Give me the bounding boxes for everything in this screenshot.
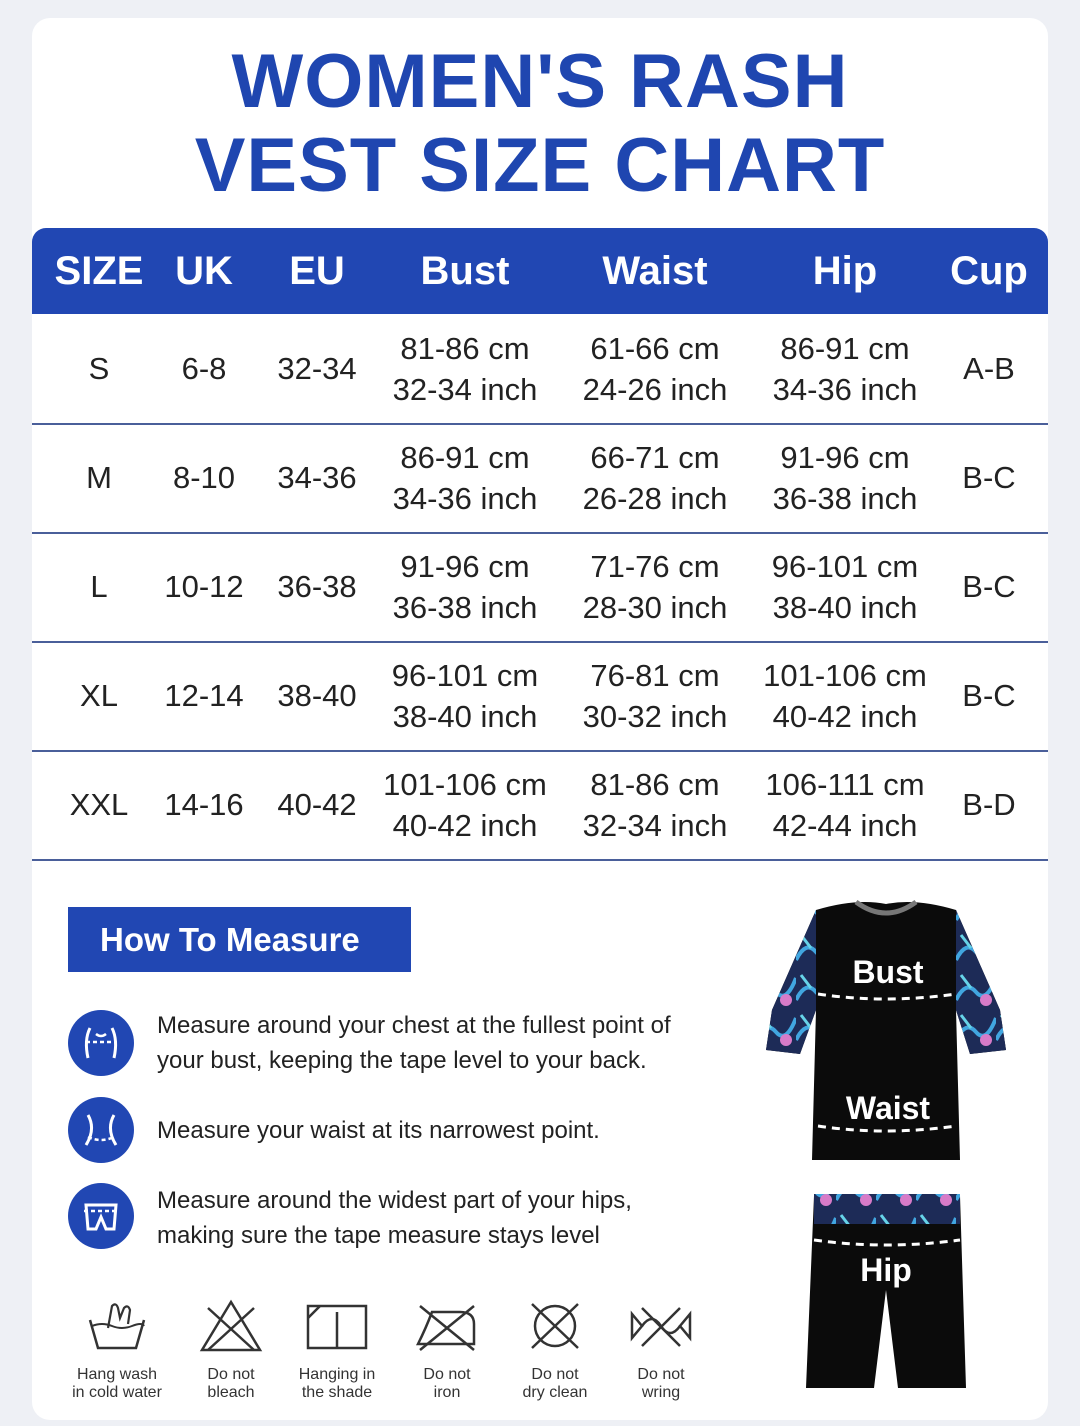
- bust-cm: 96-101 cm: [391, 657, 539, 693]
- title-line-2: VEST SIZE CHART: [194, 123, 886, 208]
- bust-cm: 91-96 cm: [400, 548, 530, 584]
- header-bust: Bust: [420, 249, 510, 293]
- cell-eu: 38-40: [277, 677, 357, 713]
- bust-instruction: [157, 1008, 757, 1078]
- hip-inch: 40-42 inch: [772, 698, 918, 734]
- garment-label-waist: Waist: [845, 1090, 931, 1126]
- garment-label-bust: Bust: [852, 954, 924, 990]
- bust-cm: 81-86 cm: [400, 330, 530, 366]
- header-cup: Cup: [950, 249, 1028, 293]
- waist-inch: 30-32 inch: [582, 698, 728, 734]
- cell-size: XXL: [69, 786, 129, 822]
- header-waist: Waist: [602, 249, 708, 293]
- care-hand-wash: [62, 1298, 172, 1402]
- bust-inch: 34-36 inch: [392, 480, 538, 516]
- waist-cm: 76-81 cm: [590, 657, 720, 693]
- waist-instruction: [157, 1113, 757, 1148]
- waist-cm: 71-76 cm: [590, 548, 720, 584]
- bust-inch: 32-34 inch: [392, 371, 538, 407]
- waist-instruction-line-1: Measure your waist at its narrowest point.: [157, 1117, 600, 1144]
- cell-eu: 36-38: [277, 568, 357, 604]
- garment-illustration: [756, 890, 1016, 1415]
- bust-cm: 101-106 cm: [383, 766, 547, 802]
- care-no-dry-clean: [500, 1298, 610, 1402]
- cell-eu: 40-42: [277, 786, 357, 822]
- cell-bust: [370, 423, 560, 532]
- hip-inch: 34-36 inch: [772, 371, 918, 407]
- hip-instruction-line-1: Measure around the widest part of your hips,: [157, 1187, 632, 1214]
- cell-uk: 6-8: [181, 350, 227, 386]
- care-no-wring: [606, 1298, 716, 1402]
- hip-cm: 91-96 cm: [780, 439, 910, 475]
- bust-instruction-line-1: Measure around your chest at the fullest point of: [157, 1012, 671, 1039]
- hip-inch: 38-40 inch: [772, 589, 918, 625]
- title-line-1: WOMEN'S RASH: [231, 39, 849, 124]
- cell-eu: 32-34: [277, 350, 357, 386]
- waist-inch: 24-26 inch: [582, 371, 728, 407]
- hip-inch: 36-38 inch: [772, 480, 918, 516]
- cell-size: L: [90, 568, 108, 604]
- header-size: SIZE: [54, 249, 144, 293]
- table-row: [32, 423, 1048, 534]
- waist-cm: 61-66 cm: [590, 330, 720, 366]
- care-label: Hanging in the shade: [298, 1366, 376, 1401]
- waist-inch: 28-30 inch: [582, 589, 728, 625]
- how-to-measure-heading: How To Measure: [68, 907, 411, 972]
- cell-hip: [750, 423, 940, 532]
- cell-waist: [560, 641, 750, 750]
- cell-hip: [750, 750, 940, 859]
- care-dry-shade: [282, 1298, 392, 1402]
- care-no-iron: [392, 1298, 502, 1402]
- cell-cup: B-C: [962, 459, 1016, 495]
- cell-bust: [370, 641, 560, 750]
- hip-instruction-line-2: making sure the tape measure stays level: [157, 1222, 600, 1249]
- waist-inch: 32-34 inch: [582, 807, 728, 843]
- header-hip: Hip: [812, 249, 878, 293]
- page-title: [0, 40, 1080, 208]
- garment-label-hip: Hip: [860, 1252, 912, 1288]
- table-row: [32, 750, 1048, 861]
- cell-size: S: [88, 350, 110, 386]
- cell-waist: [560, 314, 750, 423]
- cell-cup: A-B: [963, 350, 1015, 386]
- cell-eu: 34-36: [277, 459, 357, 495]
- waist-inch: 26-28 inch: [582, 480, 728, 516]
- waist-cm: 66-71 cm: [590, 439, 720, 475]
- cell-size: M: [86, 459, 112, 495]
- bust-inch: 40-42 inch: [392, 807, 538, 843]
- cell-waist: [560, 750, 750, 859]
- header-eu: EU: [289, 249, 345, 293]
- hand-wash-icon: [84, 1298, 150, 1354]
- hip-measure-icon: [68, 1183, 134, 1249]
- bust-inch: 38-40 inch: [392, 698, 538, 734]
- waist-cm: 81-86 cm: [590, 766, 720, 802]
- size-table-header: [32, 228, 1048, 314]
- no-iron-icon: [412, 1298, 482, 1354]
- bust-cm: 86-91 cm: [400, 439, 530, 475]
- care-no-bleach: [176, 1298, 286, 1402]
- hip-cm: 106-111 cm: [765, 766, 925, 802]
- table-row: [32, 641, 1048, 752]
- cell-bust: [370, 532, 560, 641]
- cell-waist: [560, 423, 750, 532]
- dry-in-shade-icon: [304, 1298, 370, 1354]
- care-label: Do not wring: [637, 1366, 685, 1401]
- hip-instruction: [157, 1183, 757, 1253]
- cell-uk: 10-12: [164, 568, 244, 604]
- cell-hip: [750, 641, 940, 750]
- no-bleach-icon: [198, 1298, 264, 1354]
- cell-cup: B-C: [962, 677, 1016, 713]
- cell-hip: [750, 532, 940, 641]
- care-label: Do not iron: [423, 1366, 471, 1401]
- care-label: Hang wash in cold water: [72, 1366, 162, 1401]
- bust-instruction-line-2: your bust, keeping the tape level to your back.: [157, 1047, 647, 1074]
- table-row: [32, 532, 1048, 643]
- hip-cm: 101-106 cm: [763, 657, 927, 693]
- hip-inch: 42-44 inch: [772, 807, 918, 843]
- cell-cup: B-D: [962, 786, 1016, 822]
- cell-waist: [560, 532, 750, 641]
- cell-uk: 8-10: [172, 459, 236, 495]
- no-dry-clean-icon: [522, 1298, 588, 1354]
- no-wring-icon: [628, 1298, 694, 1354]
- cell-cup: B-C: [962, 568, 1016, 604]
- cell-bust: [370, 750, 560, 859]
- hip-cm: 86-91 cm: [780, 330, 910, 366]
- care-label: Do not dry clean: [522, 1366, 588, 1401]
- cell-size: XL: [80, 677, 118, 713]
- bust-inch: 36-38 inch: [392, 589, 538, 625]
- cell-uk: 12-14: [164, 677, 244, 713]
- cell-bust: [370, 314, 560, 423]
- hip-cm: 96-101 cm: [771, 548, 919, 584]
- bust-measure-icon: [68, 1010, 134, 1076]
- cell-hip: [750, 314, 940, 423]
- cell-uk: 14-16: [164, 786, 244, 822]
- table-row: [32, 314, 1048, 425]
- care-label: Do not bleach: [207, 1366, 255, 1401]
- header-uk: UK: [175, 249, 233, 293]
- waist-measure-icon: [68, 1097, 134, 1163]
